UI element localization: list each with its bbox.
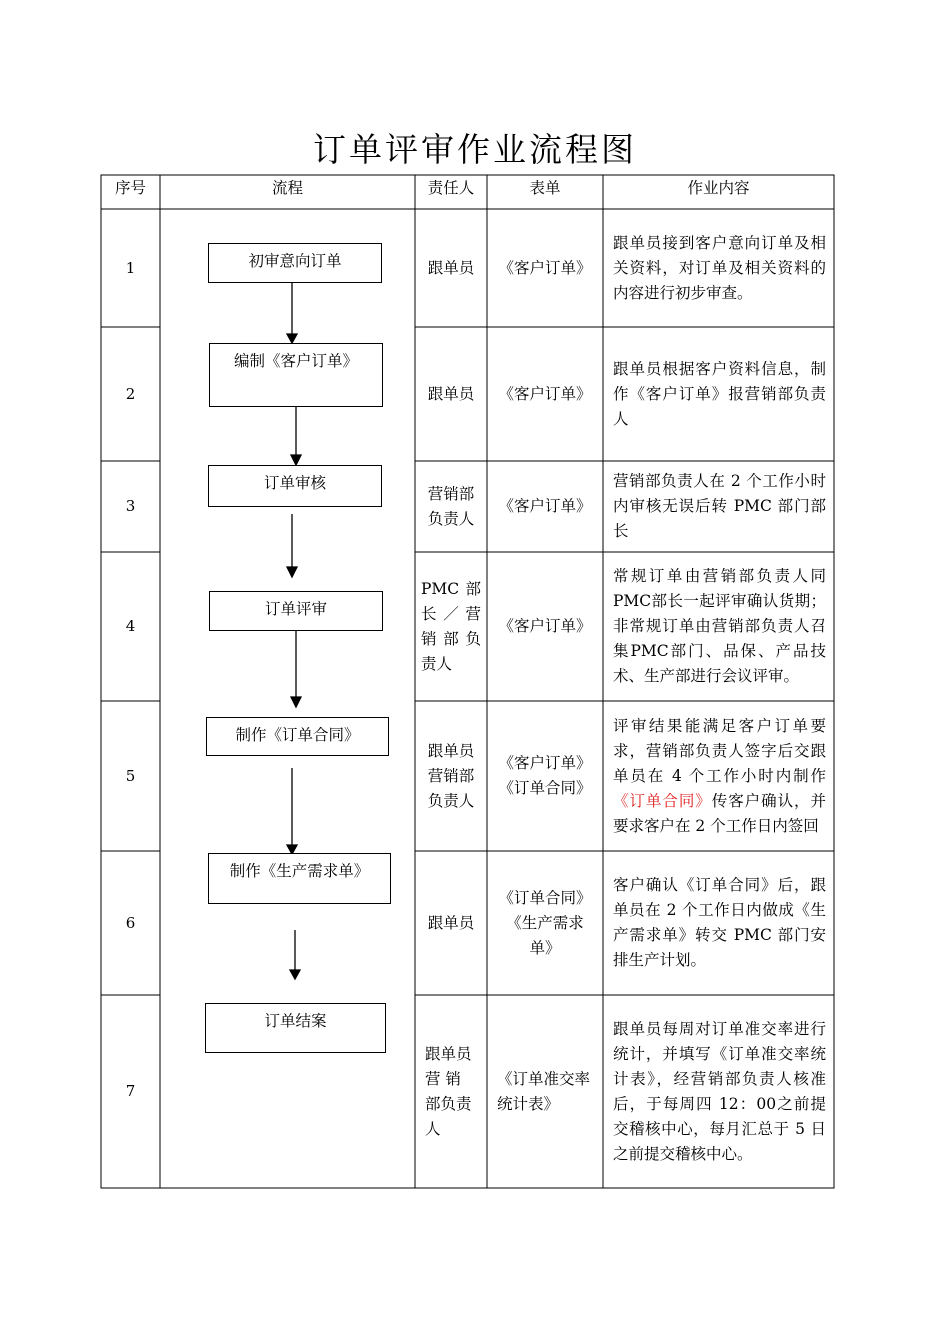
flow-step-2: 编制《客户订单》 [209, 343, 383, 407]
row-seq: 6 [125, 913, 136, 932]
row-content [603, 851, 834, 995]
row-content [603, 995, 834, 1188]
row-seq: 5 [125, 766, 136, 785]
row-responsible: 跟单员 [427, 258, 475, 277]
row-responsible: 跟单员 [427, 913, 475, 932]
page-title: 订单评审作业流程图 [313, 130, 637, 169]
header-content: 作业内容 [687, 178, 750, 197]
row-form: 《客户订单》 [498, 617, 592, 635]
content-text-after: 传客户确认，并要求客户在 2 个工作日内签回 [613, 791, 826, 835]
header-seq: 序号 [114, 178, 146, 197]
row-content-text: 跟单员每周对订单准交率进行统计，并填写《订单准交率统计表》，经营销部负责人核准后，于每周四 12：00之前提交稽核中心，每月汇总于 5 日之前提交稽核中心。 [613, 1019, 826, 1163]
row-form: 《客户订单》 [498, 497, 592, 515]
row-form: 《订单准交率 统计表》 [497, 1069, 591, 1113]
row-form: 《客户订单》 [498, 258, 592, 277]
row-content-text: 常规订单由营销部负责人同PMC部长一起评审确认货期；非常规订单由营销部负责人召集PMC部门、品保、产品技术、生产部进行会议评审。 [613, 567, 826, 685]
flow-step-4: 订单评审 [209, 591, 383, 631]
flow-step-5: 制作《订单合同》 [206, 717, 389, 756]
content-highlight: 《订单合同》 [613, 791, 712, 810]
row-content-text: 跟单员根据客户资料信息，制作《客户订单》报营销部负责人 [613, 359, 826, 428]
row-responsible [415, 552, 487, 701]
row-responsible-text: PMC 部长／营销部负责人 [421, 579, 481, 673]
row-responsible: 跟单员 [427, 384, 475, 403]
header-form: 表单 [529, 178, 561, 197]
row-responsible: 营销部 负责人 [427, 484, 475, 528]
row-content-text [613, 714, 826, 839]
flow-step-6: 制作《生产需求单》 [208, 853, 391, 904]
content-text-before: 评审结果能满足客户订单要求，营销部负责人签字后交跟单员在 4 个工作小时内制作 [613, 716, 826, 785]
row-content [603, 209, 834, 327]
row-seq: 3 [125, 497, 136, 515]
row-content [603, 552, 834, 701]
row-form: 《订单合同》 《生产需求 单》 [498, 888, 592, 957]
flow-step-3: 订单审核 [208, 465, 382, 507]
row-content [603, 701, 834, 851]
row-content [603, 327, 834, 461]
header-flow: 流程 [271, 178, 303, 197]
row-responsible: 跟单员 营销部 负责人 [427, 741, 475, 810]
row-seq: 4 [125, 617, 136, 635]
row-content-text: 跟单员接到客户意向订单及相关资料，对订单及相关资料的内容进行初步审查。 [613, 233, 826, 302]
header-responsible: 责任人 [427, 178, 475, 197]
flow-step-7: 订单结案 [205, 1003, 386, 1053]
row-seq: 2 [125, 384, 136, 403]
row-seq: 7 [125, 1082, 136, 1100]
row-content-text: 营销部负责人在 2 个工作小时内审核无误后转 PMC 部门部长 [613, 472, 826, 540]
row-content-text: 客户确认《订单合同》后，跟单员在 2 个工作日内做成《生产需求单》转交 PMC 部门安排生产计划。 [613, 876, 826, 969]
row-form: 《客户订单》 《订单合同》 [498, 754, 592, 797]
row-seq: 1 [125, 258, 136, 277]
flow-step-1: 初审意向订单 [208, 243, 382, 283]
row-content [603, 461, 834, 552]
row-responsible: 跟单员 营 销 部负责 人 [425, 1044, 472, 1138]
row-form: 《客户订单》 [498, 384, 592, 403]
